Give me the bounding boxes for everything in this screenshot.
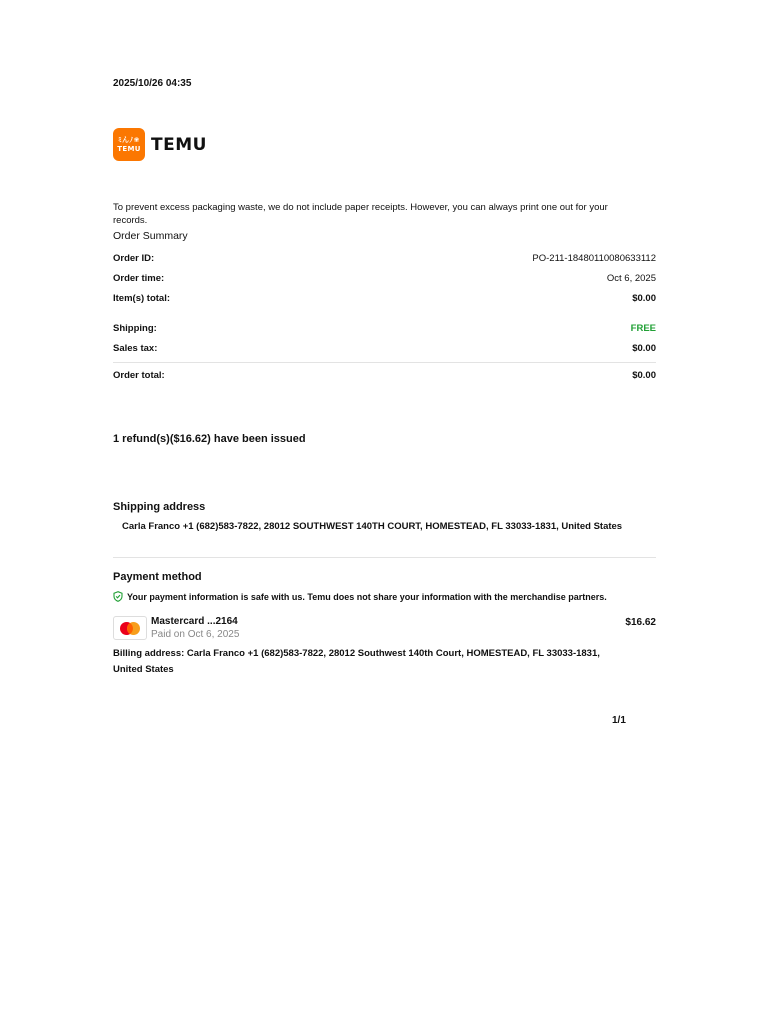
payment-amount: $16.62 [625,617,656,628]
brand-name: TEMU [151,134,207,155]
items-total-label: Item(s) total: [113,293,170,304]
sales-tax-label: Sales tax: [113,343,158,354]
payment-safe-notice [113,591,607,602]
summary-divider [113,362,656,363]
page-number: 1/1 [612,715,626,726]
shipping-address-title: Shipping address [113,501,206,513]
refund-notice: 1 refund(s)($16.62) have been issued [113,433,306,445]
shipping-label: Shipping: [113,323,157,334]
order-summary-title: Order Summary [113,230,188,242]
print-timestamp: 2025/10/26 04:35 [113,78,192,89]
order-time-row [113,273,656,284]
order-id-label: Order ID: [113,253,155,264]
payment-method-title: Payment method [113,571,202,583]
order-total-label: Order total: [113,370,165,381]
order-id-value: PO-211-18480110080633112 [532,253,656,264]
logo-glyphs: ﾐんﾉ❀ [118,135,140,144]
items-total-value: $0.00 [632,293,656,304]
shield-check-icon [113,591,123,602]
items-total-row [113,293,656,304]
order-total-row [113,370,656,381]
payment-safe-text: Your payment information is safe with us. Temu does not share your information with the merchandise partners. [127,591,607,602]
shipping-value: FREE [630,323,656,334]
shipping-address: Carla Franco +1 (682)583-7822, 28012 SOUTHWEST 140TH COURT, HOMESTEAD, FL 33033-1831, United States [122,521,623,532]
shipping-divider [113,557,656,558]
card-paid-date: Paid on Oct 6, 2025 [151,629,240,640]
order-time-value: Oct 6, 2025 [606,273,656,284]
order-time-label: Order time: [113,273,165,284]
logo-badge-word: TEMU [117,144,141,153]
shipping-row [113,323,656,334]
order-total-value: $0.00 [632,370,656,381]
temu-logo [113,128,207,161]
sales-tax-value: $0.00 [632,343,656,354]
packaging-notice: To prevent excess packaging waste, we do not include paper receipts. However, you can always print one out for your records. [113,202,608,226]
card-name: Mastercard ...2164 [151,616,238,627]
order-id-row [113,253,656,264]
temu-logo-badge [113,128,145,161]
sales-tax-row [113,343,656,354]
mastercard-icon [113,616,147,640]
billing-address: Billing address: Carla Franco +1 (682)583-7822, 28012 Southwest 140th Court, HOMESTEAD, FL 33033-1831, United States [113,648,600,675]
